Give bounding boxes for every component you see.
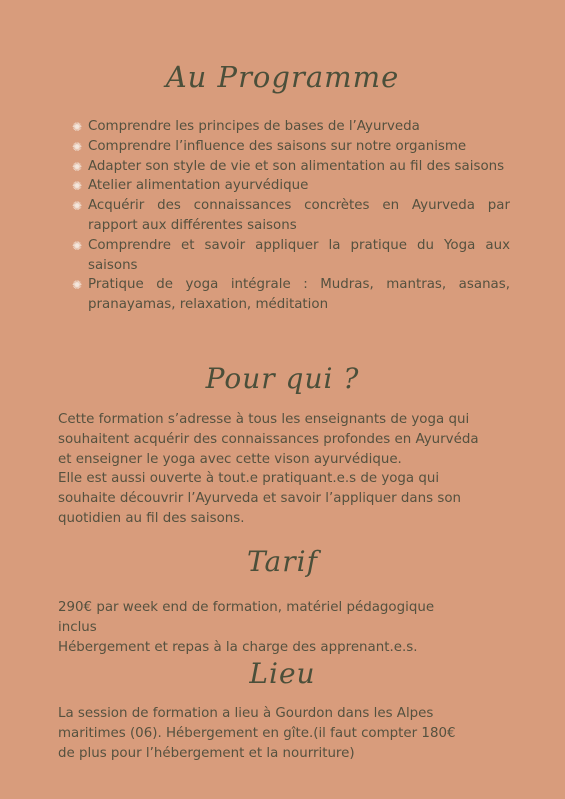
heading-tarif: Tarif xyxy=(247,545,318,578)
list-item-text: Comprendre l’influence des saisons sur notre organisme xyxy=(88,138,467,154)
list-item-text: Pratique de yoga intégrale : Mudras, mantras, asanas, pranayamas, relaxation, méditation xyxy=(88,277,510,313)
lieu-paragraph xyxy=(58,704,456,763)
flower-icon: ✺ xyxy=(72,159,83,174)
flower-icon: ✺ xyxy=(72,278,83,293)
list-item xyxy=(72,176,510,196)
text-line: Cette formation s’adresse à tous les enseignants de yoga qui xyxy=(58,412,470,427)
text-line: quotidien au fil des saisons. xyxy=(58,510,245,526)
list-item-text: Comprendre et savoir appliquer la pratique du Yoga aux saisons xyxy=(88,237,510,273)
list-item-text: Comprendre les principes de bases de l’Ayurveda xyxy=(88,119,420,134)
list-item xyxy=(72,196,510,236)
tarif-paragraph xyxy=(58,598,434,657)
text-line: maritimes (06). Hébergement en gîte.(il faut compter 180€ xyxy=(58,725,456,741)
text-line: Hébergement et repas à la charge des apprenant.e.s. xyxy=(58,639,418,655)
text-line: La session de formation a lieu à Gourdon dans les Alpes xyxy=(58,706,434,721)
text-line: Elle est aussi ouverte à tout.e pratiquant.e.s de yoga qui xyxy=(58,471,440,487)
text-line: 290€ par week end de formation, matériel pédagogique xyxy=(58,600,435,615)
list-item xyxy=(72,137,510,157)
flower-icon: ✺ xyxy=(72,139,83,154)
list-item xyxy=(72,157,510,177)
flower-icon: ✺ xyxy=(72,238,83,253)
text-line: souhaitent acquérir des connaissances profondes en Ayurvéda xyxy=(58,431,479,447)
list-item xyxy=(72,275,510,315)
text-line: inclus xyxy=(58,619,97,635)
heading-pour-qui: Pour qui ? xyxy=(205,362,360,395)
flower-icon: ✺ xyxy=(72,199,83,214)
flower-icon: ✺ xyxy=(72,120,83,134)
programme-list xyxy=(72,117,510,315)
pour-qui-paragraph xyxy=(58,410,479,529)
flower-icon: ✺ xyxy=(72,179,83,194)
heading-lieu: Lieu xyxy=(249,657,316,690)
list-item xyxy=(72,117,510,137)
heading-programme: Au Programme xyxy=(165,60,400,94)
text-line: et enseigner le yoga avec cette vison ayurvédique. xyxy=(58,451,402,467)
list-item-text: Atelier alimentation ayurvédique xyxy=(88,178,309,194)
text-line: de plus pour l’hébergement et la nourriture) xyxy=(58,745,355,761)
list-item-text: Adapter son style de vie et son alimentation au fil des saisons xyxy=(88,158,505,174)
list-item xyxy=(72,236,510,276)
text-line: souhaite découvrir l’Ayurveda et savoir l’appliquer dans son xyxy=(58,491,461,507)
list-item-text: Acquérir des connaissances concrètes en Ayurveda par rapport aux différentes saisons xyxy=(88,198,510,233)
